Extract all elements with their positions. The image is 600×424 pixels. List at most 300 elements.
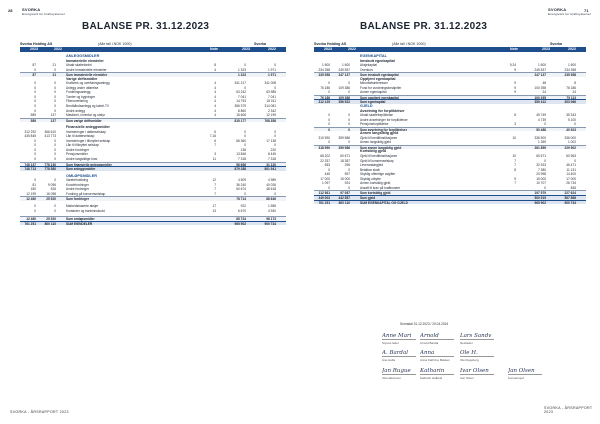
cell-label: Fordelingsanlegg — [66, 90, 91, 95]
cell-label: Gjeld til konsernselskap — [360, 158, 394, 163]
handwritten-signature: Ivar Olsen — [460, 368, 494, 375]
cell-g1: 81 — [32, 182, 36, 187]
cell-label: Gjeld til kredittinstitusjoner — [360, 135, 398, 140]
cell-g2: 597 — [344, 172, 350, 177]
cell-label: Sum varige driftsmidler — [66, 118, 102, 123]
cell-n: 9 — [514, 90, 516, 95]
cell-n: 3 — [514, 122, 516, 127]
signature — [420, 333, 454, 345]
cell-c1: 15 000 — [536, 176, 546, 181]
cell-n: 6 — [214, 129, 216, 134]
cell-g2: 0 — [348, 122, 350, 127]
page-footer: SVORKA - ÅRSRAPPORT 2023 — [10, 410, 69, 414]
cell-n: 7 — [514, 181, 516, 186]
cell-n: 7,16 — [209, 134, 216, 139]
cell-label: Pensjonsmidler — [66, 152, 88, 157]
cell-g2: 109 386 — [338, 85, 350, 90]
cell-n: 10 — [512, 154, 516, 159]
cell-c1: 965 902 — [234, 221, 246, 226]
signatory-name: Ola Halvorsen — [382, 375, 402, 380]
cell-g2: 413 773 — [44, 134, 56, 139]
cell-g1: 0 — [328, 167, 330, 172]
cell-c2: 845 — [570, 185, 576, 190]
cell-g1: 0 — [34, 152, 36, 157]
cell-label: Investeringer i tilknyttet selskap — [66, 138, 111, 143]
cell-c2: 75 113 — [566, 95, 576, 100]
handwritten-signature: A. Bardal — [382, 350, 416, 357]
cell-c2: 40 026 — [266, 182, 276, 187]
cell-label: Utsatt skatteforpliktelse — [360, 113, 393, 118]
cell-g1: 435 845 — [24, 134, 36, 139]
cell-c2: 7 318 — [268, 157, 276, 162]
cell-label: Tomter og bygninger — [66, 94, 96, 99]
signature — [460, 333, 494, 345]
cell-label: Gjeld til kredittinstitusjoner — [360, 154, 398, 159]
cell-g2: 0 — [54, 157, 56, 162]
cell-c2: 0 — [274, 85, 276, 90]
cell-c2: 0 — [274, 129, 276, 134]
cell-g2: 359 586 — [338, 135, 350, 140]
cell-g2: 359 586 — [338, 145, 350, 150]
cell-n: 8 — [514, 113, 516, 118]
cell-label: Fiberoverføring — [66, 99, 88, 104]
cell-g1: 0 — [34, 208, 36, 213]
cell-c1: 7 318 — [238, 157, 246, 162]
cell-g2: 800 110 — [338, 200, 350, 205]
cell-label: Andre fordringer — [66, 187, 90, 192]
handwritten-signature: Lars Sandv — [460, 333, 494, 340]
cell-label: Annen langsiktig gjeld — [360, 140, 392, 145]
cell-g2: 0 — [348, 117, 350, 122]
cell-g1: 0 — [34, 143, 36, 148]
cell-c1: 350 412 — [534, 100, 546, 105]
handwritten-signature: Arnold — [420, 333, 454, 340]
cell-c1: 879 288 — [234, 167, 246, 172]
cell-c1: 13 846 — [236, 152, 246, 157]
cell-label: Skyldig offentlige avgifter — [360, 172, 396, 177]
cell-n: 8 — [214, 63, 216, 68]
cell-label: Innskutt egenkapital — [360, 58, 395, 63]
signature — [382, 368, 416, 380]
cell-n: 13 — [212, 208, 216, 213]
cell-g2: 0 — [54, 108, 56, 113]
cell-c2: 31 120 — [266, 162, 276, 167]
cell-g2: 25 520 — [46, 197, 56, 202]
cell-n: 4 — [214, 113, 216, 118]
cell-g1: 12 199 — [26, 191, 36, 196]
signature — [460, 368, 494, 380]
balance-table-equity-liabilities — [314, 54, 586, 204]
cell-g2: 0 — [54, 178, 56, 183]
cell-g2: 0 — [54, 67, 56, 72]
cell-c2: 17 138 — [266, 138, 276, 143]
cell-g1: 748 713 — [24, 167, 36, 172]
cell-c2: 15 011 — [266, 99, 276, 104]
cell-g1: 761 251 — [318, 200, 330, 205]
cell-g1: 76 186 — [320, 85, 330, 90]
cell-g2: 0 — [54, 208, 56, 213]
cell-n: 7 — [514, 163, 516, 168]
cell-c1: 1 323 — [238, 73, 246, 78]
cell-c1: 15 606 — [236, 113, 246, 118]
total-row — [20, 221, 286, 226]
cell-g1: 0 — [34, 94, 36, 99]
cell-n: 7 — [214, 182, 216, 187]
cell-g1: 312 292 — [24, 129, 36, 134]
cell-n: 9 — [514, 67, 516, 72]
cell-g2: 0 — [54, 94, 56, 99]
signatory-name: Arnold Bardal — [420, 340, 439, 345]
cell-c1: 1 600 — [538, 63, 546, 68]
cell-label: Lån til tilknyttet selskap — [66, 143, 99, 148]
cell-label: Sum finansielle anleggsmidler — [66, 162, 112, 167]
cell-g1: 589 — [30, 113, 36, 118]
cell-n: 8 — [514, 167, 516, 172]
cell-label: SUM EGENKAPITAL OG GJELD — [360, 200, 408, 205]
cell-c2: 229 902 — [564, 145, 576, 150]
cell-label: Avsatt til krav på kraftkunder — [360, 185, 401, 190]
cell-n: 6 — [214, 138, 216, 143]
signature — [508, 368, 542, 380]
cell-n: 12 — [212, 178, 216, 183]
cell-c1: 85 724 — [236, 217, 246, 222]
cell-c2: 900 734 — [564, 200, 576, 205]
cell-g1: 0 — [34, 104, 36, 109]
signatory-name: Ole Rugeberg — [460, 357, 479, 362]
balance-table-assets — [20, 54, 286, 225]
cell-label: Betalbar skatt — [360, 167, 380, 172]
cell-g1: 310 590 — [318, 135, 330, 140]
cell-g1: 0 — [328, 127, 330, 132]
cell-c2: 801 941 — [264, 167, 276, 172]
cell-c1: 0 — [244, 85, 246, 90]
cell-label: EGENKAPITAL — [360, 54, 387, 58]
cell-g2: 97 087 — [340, 191, 350, 196]
cell-c2: 0 — [574, 158, 576, 163]
cell-label: Investeringer i datterselskap — [66, 129, 106, 134]
cell-c1: 0 — [544, 122, 546, 127]
cell-c2: 48 618 — [266, 187, 276, 192]
cell-c2: 0 — [274, 191, 276, 196]
cell-n: 4 — [214, 108, 216, 113]
cell-c2: 1 600 — [568, 63, 576, 68]
cell-c1: 1 323 — [238, 67, 246, 72]
cell-g2: 0 — [348, 140, 350, 145]
cell-g2: 1 600 — [342, 63, 350, 68]
cell-c1: 100 295 — [534, 95, 546, 100]
cell-label: GJELD — [360, 104, 373, 109]
cell-label: Finansielle anleggsmidler — [66, 125, 110, 130]
cell-c1: 60 671 — [536, 154, 546, 159]
cell-c1: 56 656 — [236, 162, 246, 167]
cell-g1: 761 251 — [24, 221, 36, 226]
cell-label: Immaterielle eiendeler — [66, 58, 104, 63]
cell-g2: 109 386 — [338, 95, 350, 100]
cell-label: Skyldig utbytte — [360, 176, 381, 181]
cell-g2: 0 — [348, 167, 350, 172]
cell-label: Opptjent egenkapital — [360, 76, 396, 81]
cell-g1: 0 — [328, 117, 330, 122]
cell-c1: 0 — [544, 185, 546, 190]
cell-g2: 0 — [54, 99, 56, 104]
cell-g2: 0 — [348, 90, 350, 95]
cell-n: 7 — [214, 187, 216, 192]
cell-label: OMLØPSMIDLER — [66, 173, 98, 178]
cell-c2: 1 971 — [268, 73, 276, 78]
cell-c2: 220 — [270, 147, 276, 152]
cell-g2: 0 — [54, 104, 56, 109]
cell-c1: 7 041 — [238, 94, 246, 99]
cell-n: 9 — [514, 81, 516, 86]
cell-c1: 7 380 — [538, 167, 546, 172]
cell-c1: 4 739 — [538, 117, 546, 122]
cell-c2: 11 131 — [566, 167, 576, 172]
cell-g2: 0 — [54, 147, 56, 152]
cell-g1: 0 — [34, 67, 36, 72]
cell-label: Kortsiktig gjeld — [360, 149, 387, 154]
cell-g1: 653 — [324, 163, 330, 168]
page-number: 71 — [584, 8, 589, 13]
cell-label: Sum avsetning for forpliktelser — [360, 127, 407, 132]
cell-g2: 9 096 — [48, 182, 56, 187]
cell-g1: 0 — [34, 99, 36, 104]
cell-label: Annen langsiktig gjeld — [360, 131, 399, 136]
brand-logo: SVORKA Energiverk for kraftsystemer — [22, 7, 66, 16]
cell-label: Sum innskutt egenkapital — [360, 73, 399, 78]
cell-c1: 45 749 — [536, 113, 546, 118]
cell-label: Sum egenkapital — [360, 100, 386, 105]
cell-c1: 0 — [244, 63, 246, 68]
cell-label: Andre langsiktige krav — [66, 157, 98, 162]
page-title: BALANSE PR. 31.12.2023 — [82, 21, 210, 32]
cell-c1: 4 509 — [238, 178, 246, 183]
cell-g1: 234 358 — [318, 67, 330, 72]
cell-g1: 0 — [328, 122, 330, 127]
cell-g2: 137 — [50, 118, 56, 123]
handwritten-signature: Ole H. — [460, 350, 494, 357]
cell-n: 9 — [514, 85, 516, 90]
cell-c1: 32 923 — [536, 163, 546, 168]
cell-c2: 1 971 — [268, 67, 276, 72]
cell-g2: 0 — [348, 127, 350, 132]
cell-c2: 0 — [274, 63, 276, 68]
cell-c1: 815 177 — [234, 118, 246, 123]
cell-c2: 12 199 — [266, 113, 276, 118]
cell-label: Pensjonsforpliktelse — [360, 122, 389, 127]
cell-g1: 445 — [324, 172, 330, 177]
cell-g1: 87 — [32, 73, 36, 78]
cell-label: Sum gjeld — [360, 195, 376, 200]
cell-g2: 526 — [50, 187, 56, 192]
cell-c1: 0 — [244, 129, 246, 134]
cell-label: Aksjekapital — [360, 63, 378, 68]
cell-g1: 68 202 — [320, 154, 330, 159]
cell-c2: 567 868 — [564, 195, 576, 200]
cell-c2: 8 — [574, 81, 576, 86]
cell-g1: 0 — [34, 147, 36, 152]
signature — [382, 350, 416, 362]
cell-label: Andre avsetninger for forpliktelser — [360, 117, 408, 122]
page-title: BALANSE PR. 31.12.2023 — [360, 21, 488, 32]
cell-g2: 366 610 — [44, 129, 56, 134]
place-date: Surnadal 31.12.2023 / 20.04.2024 — [400, 322, 449, 326]
cell-c2: 1 585 — [268, 203, 276, 208]
cell-c2: 4 940 — [268, 208, 276, 213]
cell-label: Andre immaterielle eiendeler — [66, 67, 107, 72]
cell-g2: 137 — [50, 113, 56, 118]
handwritten-signature: Anna — [420, 350, 454, 357]
cell-label: Sum anleggsmidler — [66, 167, 96, 172]
handwritten-signature: Anne Mari — [382, 333, 416, 340]
cell-label: Andre anlegg — [66, 108, 85, 113]
cell-g2: 0 — [54, 152, 56, 157]
signature — [420, 368, 454, 380]
cell-c2: 35 343 — [566, 113, 576, 118]
cell-n: 4 — [214, 81, 216, 86]
cell-c2: 98 173 — [266, 217, 276, 222]
cell-label: Leverandørgjeld — [360, 163, 384, 168]
cell-g1: 312 129 — [318, 100, 330, 105]
cell-g2: 0 — [54, 143, 56, 148]
cell-label: Varige driftsmidler — [66, 76, 98, 81]
handwritten-signature: Jan Olsen — [508, 368, 542, 375]
cell-g1: 0 — [34, 203, 36, 208]
cell-c1: 356 379 — [234, 104, 246, 109]
cell-c2: 314 081 — [264, 104, 276, 109]
cell-label: Lån til datterselskap — [66, 134, 95, 139]
cell-c2: 2 342 — [268, 108, 276, 113]
cell-c1: 63 242 — [236, 90, 246, 95]
cell-c2: 88 646 — [266, 197, 276, 202]
cell-g2: 0 — [348, 185, 350, 190]
cell-n: 10 — [512, 135, 516, 140]
cell-c2: 227 624 — [564, 191, 576, 196]
cell-c2: 0 — [274, 134, 276, 139]
cell-label: Varebeholdning — [66, 178, 89, 183]
cell-c1: 341 217 — [234, 81, 246, 86]
cell-g1: 1 097 — [322, 181, 330, 186]
cell-n: 4 — [214, 104, 216, 109]
cell-label: Kontanter og bankinnskudd — [66, 208, 105, 213]
cell-label: Overkurs — [360, 67, 373, 72]
cell-g2: 778 580 — [44, 167, 56, 172]
cell-c2: 303 066 — [564, 100, 576, 105]
cell-c2: 768 358 — [264, 118, 276, 123]
cell-g1: 0 — [328, 140, 330, 145]
cell-c2: 4 989 — [268, 178, 276, 183]
cell-c2: 900 734 — [264, 221, 276, 226]
cell-n: 4 — [214, 85, 216, 90]
signatory-name: Ane Hella — [382, 357, 396, 362]
cell-label: Maskiner, inventar og utstyr — [66, 113, 105, 118]
cell-g2: 356 522 — [338, 100, 350, 105]
cell-c2: 63 985 — [266, 90, 276, 95]
cell-label: Sum fordringer — [66, 197, 90, 202]
signatory-name: Katharin Halland — [420, 375, 443, 380]
signatory-name: Konsernsjef — [508, 375, 524, 380]
table-header-group: Svorka Holding AS (Alle tall i NOK 1000) Svorka — [314, 42, 562, 46]
cell-g1: 0 — [34, 90, 36, 95]
cell-label: Fordring på konsernselskap — [66, 191, 106, 196]
cell-g1: 17 000 — [320, 176, 330, 181]
table-header-columns: 2023 2022 Note 2023 2022 — [20, 47, 286, 52]
cell-n: 7 — [214, 143, 216, 148]
cell-c1: 197 579 — [534, 191, 546, 196]
cell-g1: 112 561 — [318, 191, 330, 196]
cell-c1: 78 714 — [236, 197, 246, 202]
cell-c1: 20 998 — [536, 172, 546, 177]
cell-c1: 136 — [240, 147, 246, 152]
cell-g1: 0 — [34, 81, 36, 86]
cell-n: 9,24 — [509, 63, 516, 68]
signature — [382, 333, 416, 345]
cell-label: ANLEGGSMIDLER — [66, 54, 100, 58]
cell-c1: 500 519 — [534, 195, 546, 200]
cell-c2: 14 400 — [566, 172, 576, 177]
cell-c1: 336 500 — [534, 135, 546, 140]
cell-g2: 21 — [52, 63, 56, 68]
signature — [460, 350, 494, 362]
cell-g1: 449 003 — [318, 195, 330, 200]
cell-label: Kundefordringer — [66, 182, 89, 187]
cell-c2: 60 963 — [566, 154, 576, 159]
signatory-name: Nestleder — [460, 340, 473, 345]
cell-label: Avsetning for forpliktelser — [360, 108, 405, 113]
cell-label: Minoritetsinteresser — [360, 81, 388, 86]
cell-c2: 235 958 — [564, 73, 576, 78]
cell-g2: 0 — [54, 85, 56, 90]
cell-n: 4 — [214, 94, 216, 99]
cell-n: 3 — [214, 152, 216, 157]
cell-c1: 0 — [244, 134, 246, 139]
cell-label: Andre fordringer — [66, 147, 90, 152]
cell-g2: 0 — [54, 203, 56, 208]
cell-g1: 589 — [30, 118, 36, 123]
cell-c2: 1 002 — [568, 140, 576, 145]
cell-g2: 442 587 — [338, 195, 350, 200]
cell-g2: 0 — [54, 138, 56, 143]
cell-g1: 87 — [32, 63, 36, 68]
cell-n: 4 — [214, 99, 216, 104]
cell-g1: 0 — [328, 81, 330, 86]
cell-c2: 26 734 — [566, 181, 576, 186]
cell-n: 7 — [214, 191, 216, 196]
cell-c1: 0 — [244, 191, 246, 196]
cell-g2: 15 000 — [340, 176, 350, 181]
signatory-name: Ivar Olsen — [460, 375, 474, 380]
cell-c1: 48 — [542, 81, 546, 86]
cell-g2: 60 671 — [340, 154, 350, 159]
cell-c1: 8 860 — [238, 108, 246, 113]
cell-c1: 245 537 — [534, 67, 546, 72]
table-header-group: Svorka Holding AS (Alle tall i NOK 1000) Svorka — [20, 42, 266, 46]
total-row — [314, 200, 586, 205]
cell-label: Markedsbaserte aksjer — [66, 203, 99, 208]
cell-g1: 0 — [34, 138, 36, 143]
cell-c2: 341 008 — [264, 81, 276, 86]
cell-g2: 249 557 — [338, 67, 350, 72]
signature — [420, 350, 454, 362]
cell-n: 11 — [212, 157, 216, 162]
cell-c1: 1 359 — [538, 140, 546, 145]
cell-c1: 24 — [542, 90, 546, 95]
cell-n: 7 — [514, 158, 516, 163]
cell-label: Sum annen langsiktig gjeld — [360, 145, 402, 150]
cell-g1: 12 460 — [26, 197, 36, 202]
cell-label: SUM EIENDELER — [66, 221, 93, 226]
cell-c2: 5 100 — [568, 117, 576, 122]
cell-c2: 234 358 — [564, 67, 576, 72]
